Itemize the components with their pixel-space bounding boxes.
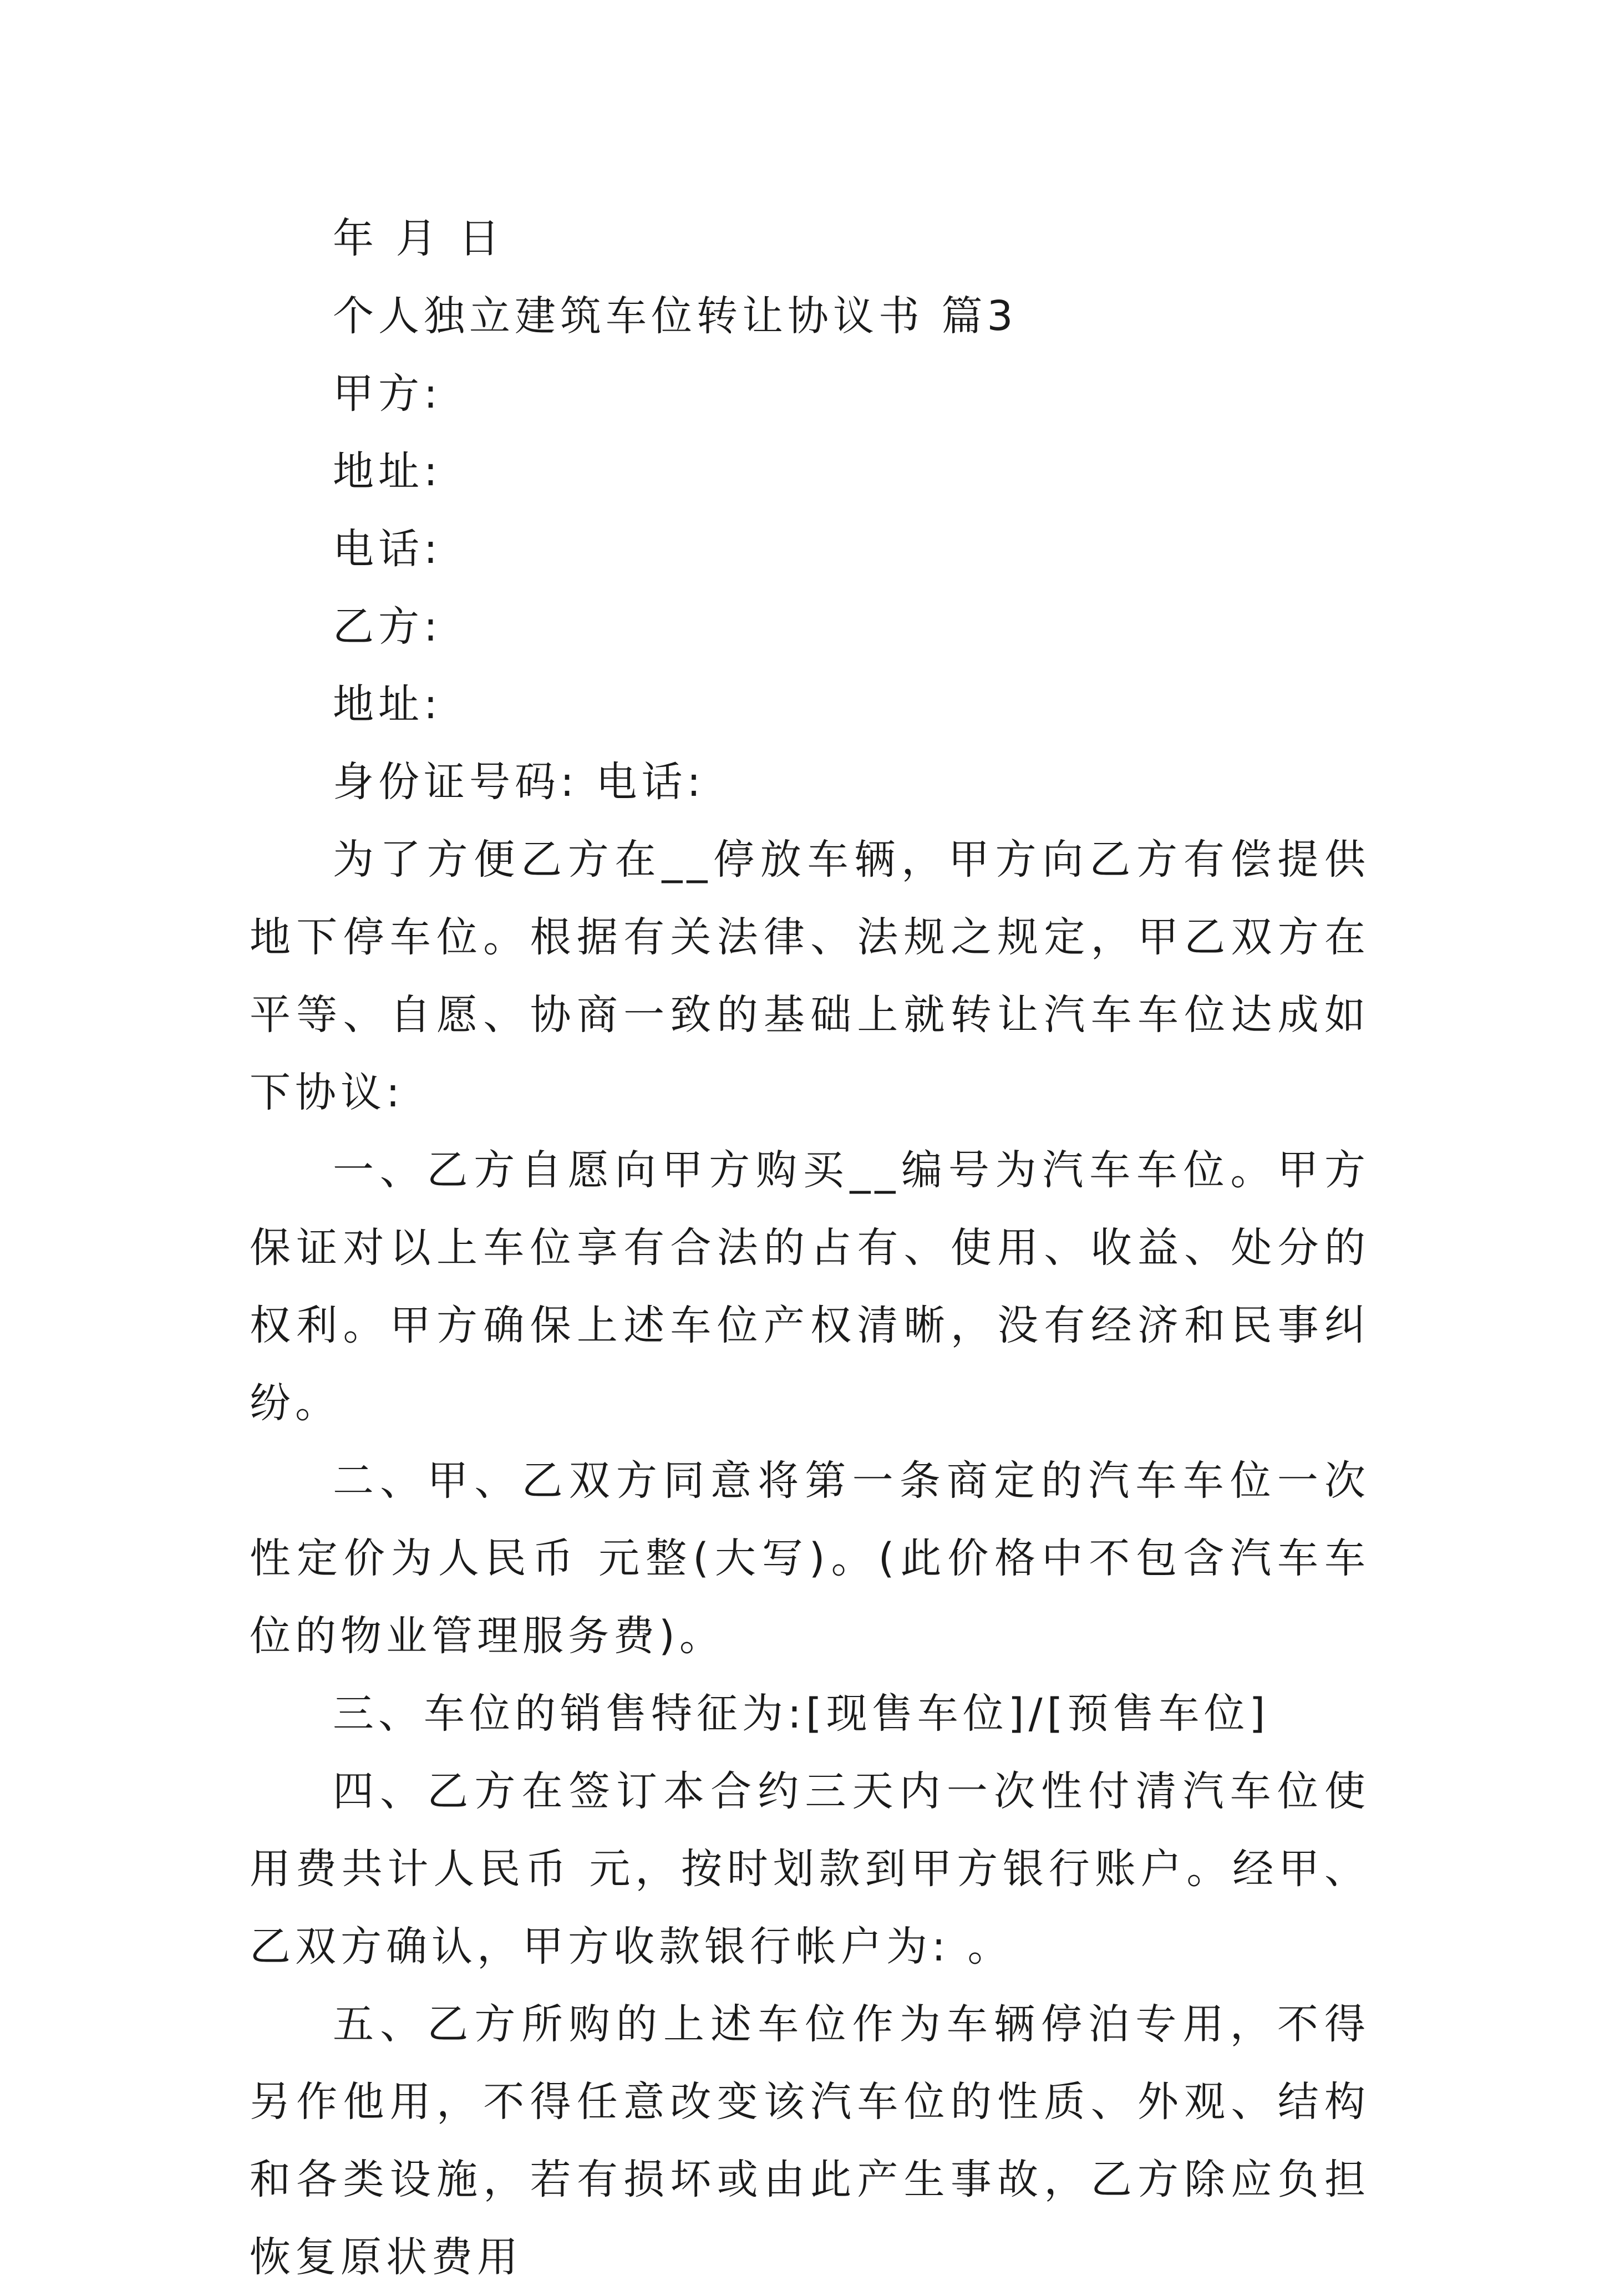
party-a-address-label: 地址: <box>333 448 442 495</box>
paragraph-clause-1: 一、乙方自愿向甲方购买__编号为汽车车位。甲方保证对以上车位享有合法的占有、使用、收益、处分的权利。甲方确保上述车位产权清晰，没有经济和民事纠纷。 <box>250 1146 1370 1427</box>
party-b-label: 乙方: <box>333 603 442 651</box>
paragraph-clause-3: 三、车位的销售特征为:[现售车位]/[预售车位] <box>333 1690 1270 1738</box>
paragraph-clause-2: 二、甲、乙双方同意将第一条商定的汽车车位一次性定价为人民币 元整(大写)。(此价格中不包含汽车车位的物业管理服务费)。 <box>250 1457 1370 1660</box>
party-a-label: 甲方: <box>333 370 442 418</box>
document-body <box>250 200 1370 2296</box>
party-a-phone-label: 电话: <box>333 525 442 573</box>
date-line: 年 月 日 <box>333 215 505 262</box>
paragraph-clause-4: 四、乙方在签订本合约三天内一次性付清汽车位使用费共计人民币 元，按时划款到甲方银行账户。经甲、乙双方确认，甲方收款银行帐户为: 。 <box>250 1767 1370 1970</box>
party-b-id-phone-label: 身份证号码: 电话: <box>333 758 705 806</box>
paragraph-intro: 为了方便乙方在__停放车辆，甲方向乙方有偿提供地下停车位。根据有关法律、法规之规定，甲乙双方在平等、自愿、协商一致的基础上就转让汽车车位达成如下协议: <box>250 836 1370 1116</box>
paragraph-clause-5: 五、乙方所购的上述车位作为车辆停泊专用，不得另作他用，不得任意改变该汽车位的性质、外观、结构和各类设施，若有损坏或由此产生事故，乙方除应负担恢复原状费用 <box>250 2000 1370 2281</box>
section-title: 个人独立建筑车位转让协议书 篇3 <box>333 292 1018 340</box>
party-b-address-label: 地址: <box>333 680 442 728</box>
